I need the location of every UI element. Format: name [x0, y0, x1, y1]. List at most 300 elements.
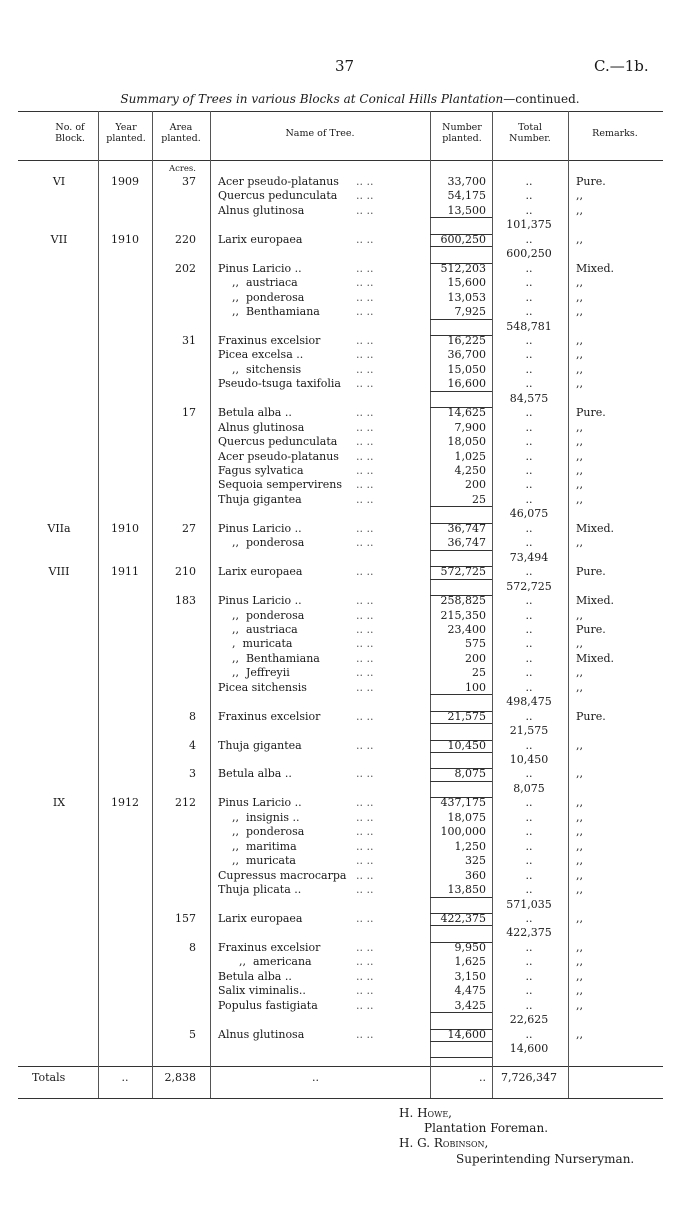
subtotal-rule: [430, 217, 492, 218]
number-planted: 16,225: [447, 333, 486, 347]
remark: Pure.: [576, 175, 606, 188]
leader-dots: .. ..: [356, 478, 374, 492]
remark: ,,: [576, 464, 583, 477]
area-planted: 183: [175, 594, 196, 608]
leader-dots: .. ..: [356, 984, 374, 998]
tree-name: Betula alba ..: [218, 406, 292, 420]
leader-dots: .. ..: [356, 868, 374, 882]
year-planted: 1909: [111, 175, 139, 188]
tree-name: Fraxinus excelsior: [218, 940, 321, 954]
remark: ,,: [576, 984, 583, 998]
remark: ,,: [576, 203, 583, 217]
tree-name: Pinus Laricio ..: [218, 521, 302, 535]
tree-name: Sequoia sempervirens: [218, 478, 342, 492]
remark: ,,: [576, 189, 583, 203]
total-placeholder: ..: [525, 955, 533, 969]
tree-name: Quercus pedunculata: [218, 189, 338, 203]
number-planted: 572,725: [440, 565, 486, 579]
leader-dots: .. ..: [356, 969, 374, 983]
col-divider: [492, 111, 493, 1098]
subtotal: 10,450: [509, 753, 549, 766]
table-top-rule: [18, 111, 663, 112]
number-planted: 16,600: [447, 377, 486, 391]
subtotal: 548,781: [506, 319, 552, 333]
remark: ,,: [576, 478, 583, 492]
tree-name: ,, maritima: [218, 839, 297, 853]
title-main: Summary of Trees in various Blocks at Conical Hills Plantation: [120, 92, 504, 106]
year-planted: 1910: [111, 521, 139, 535]
subtotal: 21,575: [509, 724, 549, 738]
leader-dots: .. ..: [356, 232, 374, 246]
total-placeholder: ..: [525, 362, 533, 376]
leader-dots: .. ..: [356, 362, 374, 376]
total-placeholder: ..: [525, 232, 533, 246]
subtotal-rule: [430, 1057, 492, 1058]
block-number: IX: [52, 796, 66, 810]
tree-name: Betula alba ..: [218, 969, 292, 983]
leader-dots: .. ..: [356, 796, 374, 810]
number-planted: 15,050: [447, 362, 486, 376]
subtotal-rule: [430, 1041, 492, 1042]
totals-top-rule: [18, 1066, 663, 1067]
total-placeholder: ..: [525, 868, 533, 882]
remark: ,,: [576, 796, 583, 810]
area-planted: 212: [175, 796, 196, 810]
subtotal-rule: [430, 319, 492, 320]
leader-dots: .. ..: [356, 651, 374, 665]
totals-name: ..: [312, 1071, 319, 1084]
tree-name: ,, austriaca: [218, 276, 298, 290]
tree-name: ,, ponderosa: [218, 608, 305, 622]
number-planted: 325: [465, 854, 486, 868]
block-number: VII: [50, 232, 68, 246]
total-placeholder: ..: [525, 464, 533, 477]
leader-dots: .. ..: [356, 767, 374, 781]
tree-name: Thuja plicata ..: [218, 883, 302, 897]
tree-name: ,, ponderosa: [218, 536, 305, 550]
area-planted: 31: [182, 333, 196, 347]
total-placeholder: ..: [525, 492, 533, 506]
number-planted: 13,850: [447, 883, 486, 897]
leader-dots: .. ..: [356, 1027, 374, 1041]
remark: ,,: [576, 420, 583, 434]
subtotal: 600,250: [506, 247, 552, 261]
number-planted: 10,450: [447, 738, 486, 752]
area-planted: 4: [189, 738, 196, 752]
remark: ,,: [576, 333, 583, 347]
tree-name: Larix europaea: [218, 565, 303, 579]
leader-dots: .. ..: [356, 536, 374, 550]
number-planted: 18,050: [447, 435, 486, 449]
area-planted: 27: [182, 521, 196, 535]
tree-name: Quercus pedunculata: [218, 435, 338, 449]
tree-name: Betula alba ..: [218, 767, 292, 781]
total-placeholder: ..: [525, 175, 533, 188]
total-placeholder: ..: [525, 651, 533, 665]
tree-name: ,, Benthamiana: [218, 305, 320, 319]
total-placeholder: ..: [525, 767, 533, 781]
total-placeholder: ..: [525, 738, 533, 752]
total-placeholder: ..: [525, 478, 533, 492]
block-number: VIIa: [47, 521, 71, 535]
tree-name: Picea sitchensis: [218, 680, 307, 694]
subtotal-rule: [430, 579, 492, 580]
table-bottom-rule: [18, 1098, 663, 1099]
header-area: Area planted.: [161, 122, 201, 144]
tree-name: Larix europaea: [218, 232, 303, 246]
total-placeholder: ..: [525, 608, 533, 622]
subtotal-rule: [430, 391, 492, 392]
number-planted: 14,600: [447, 1027, 486, 1041]
number-planted: 437,175: [440, 796, 486, 810]
page-number: 37: [335, 57, 355, 75]
remark: Pure.: [576, 565, 606, 579]
tree-name: ,, sitchensis: [218, 362, 302, 376]
leader-dots: .. ..: [356, 290, 374, 304]
total-placeholder: ..: [525, 984, 533, 998]
total-placeholder: ..: [525, 666, 533, 680]
leader-dots: .. ..: [356, 883, 374, 897]
remark: ,,: [576, 839, 583, 853]
tree-name: ,, Jeffreyii: [218, 666, 290, 680]
leader-dots: .. ..: [356, 608, 374, 622]
number-planted: 258,825: [440, 594, 486, 608]
subtotal: 101,375: [506, 218, 552, 232]
tree-name: Salix viminalis..: [218, 984, 306, 998]
leader-dots: .. ..: [356, 175, 374, 188]
leader-dots: .. ..: [356, 622, 374, 636]
subtotal-rule: [430, 1012, 492, 1013]
number-planted: 21,575: [447, 709, 486, 723]
tree-name: Pinus Laricio ..: [218, 261, 302, 275]
number-planted: 1,625: [454, 955, 486, 969]
number-planted: 54,175: [447, 189, 486, 203]
totals-area: 2,838: [164, 1071, 196, 1084]
number-planted: 1,250: [454, 839, 486, 853]
subtotal: 498,475: [506, 695, 552, 709]
area-planted: 17: [182, 406, 196, 420]
number-planted: 215,350: [440, 608, 486, 622]
year-planted: 1910: [111, 232, 139, 246]
tree-name: Fraxinus excelsior: [218, 709, 321, 723]
total-placeholder: ..: [525, 854, 533, 868]
number-planted: 600,250: [440, 232, 486, 246]
subtotal: 22,625: [509, 1013, 549, 1027]
remark: ,,: [576, 666, 583, 680]
area-planted: 5: [189, 1027, 196, 1041]
remark: ,,: [576, 810, 583, 824]
subtotal-rule: [430, 550, 492, 551]
subtotal: 422,375: [506, 926, 552, 940]
total-placeholder: ..: [525, 435, 533, 449]
title-suffix: —continued.: [503, 92, 580, 106]
number-planted: 18,075: [447, 810, 486, 824]
subtotal: 8,075: [513, 781, 545, 795]
leader-dots: .. ..: [356, 492, 374, 506]
subtotal-rule: [430, 694, 492, 695]
year-planted: 1911: [111, 565, 139, 579]
header-bottom-rule: [18, 160, 663, 161]
leader-dots: .. ..: [356, 333, 374, 347]
leader-dots: .. ..: [356, 680, 374, 694]
tree-name: ,, americana: [218, 955, 312, 969]
remark: Mixed.: [576, 521, 615, 535]
leader-dots: .. ..: [356, 854, 374, 868]
leader-dots: .. ..: [356, 261, 374, 275]
number-planted: 4,250: [454, 464, 486, 477]
leader-dots: .. ..: [356, 955, 374, 969]
total-placeholder: ..: [525, 189, 533, 203]
remark: ,,: [576, 868, 583, 882]
leader-dots: .. ..: [356, 189, 374, 203]
signature-title: Superintending Nurseryman.: [456, 1152, 635, 1166]
subtotal-rule: [430, 752, 492, 753]
area-planted: 210: [175, 565, 196, 579]
number-planted: 200: [465, 478, 486, 492]
remark: ,,: [576, 305, 583, 319]
number-planted: 13,500: [447, 203, 486, 217]
page-title: [0, 92, 700, 106]
number-planted: 1,025: [454, 449, 486, 463]
total-placeholder: ..: [525, 203, 533, 217]
remark: ,,: [576, 998, 583, 1012]
leader-dots: .. ..: [356, 998, 374, 1012]
remark: Pure.: [576, 709, 606, 723]
number-planted: 512,203: [440, 261, 486, 275]
total-placeholder: ..: [525, 622, 533, 636]
tree-name: Pinus Laricio ..: [218, 796, 302, 810]
area-unit: Acres.: [168, 164, 196, 174]
number-planted: 25: [472, 666, 486, 680]
tree-name: ,, austriaca: [218, 622, 298, 636]
total-placeholder: ..: [525, 911, 533, 925]
area-planted: 8: [189, 940, 196, 954]
leader-dots: .. ..: [356, 565, 374, 579]
remark: ,,: [576, 854, 583, 868]
total-placeholder: ..: [525, 420, 533, 434]
leader-dots: .. ..: [356, 594, 374, 608]
number-planted: 100,000: [440, 825, 486, 839]
header-year: Year planted.: [106, 122, 146, 144]
tree-name: Populus fastigiata: [218, 998, 318, 1012]
number-planted: 360: [465, 868, 486, 882]
subtotal: 572,725: [506, 579, 552, 593]
number-planted: 4,475: [454, 984, 486, 998]
remark: Pure.: [576, 406, 606, 420]
leader-dots: .. ..: [356, 637, 374, 651]
remark: ,,: [576, 969, 583, 983]
totals-grand-total: 7,726,347: [501, 1071, 557, 1084]
total-placeholder: ..: [525, 305, 533, 319]
remark: ,,: [576, 767, 583, 781]
number-planted: 23,400: [447, 622, 486, 636]
leader-dots: .. ..: [356, 464, 374, 477]
number-planted: 3,150: [454, 969, 486, 983]
year-planted: 1912: [111, 796, 139, 810]
remark: ,,: [576, 825, 583, 839]
leader-dots: .. ..: [356, 276, 374, 290]
total-placeholder: ..: [525, 810, 533, 824]
header-block: No. of Block.: [55, 122, 85, 144]
leader-dots: .. ..: [356, 305, 374, 319]
total-placeholder: ..: [525, 276, 533, 290]
tree-name: Alnus glutinosa: [218, 420, 305, 434]
subtotal-rule: [430, 897, 492, 898]
leader-dots: .. ..: [356, 738, 374, 752]
area-planted: 8: [189, 709, 196, 723]
block-number: VI: [52, 175, 66, 188]
remark: ,,: [576, 1027, 583, 1041]
remark: ,,: [576, 276, 583, 290]
total-placeholder: ..: [525, 839, 533, 853]
remark: ,,: [576, 435, 583, 449]
number-planted: 7,900: [454, 420, 486, 434]
header-name: Name of Tree.: [285, 128, 355, 139]
remark: Mixed.: [576, 594, 615, 608]
leader-dots: .. ..: [356, 940, 374, 954]
number-planted: 36,747: [447, 521, 486, 535]
total-placeholder: ..: [525, 536, 533, 550]
leader-dots: .. ..: [356, 348, 374, 362]
document-reference: C.—1b.: [594, 57, 649, 75]
total-placeholder: ..: [525, 594, 533, 608]
tree-name: Thuja gigantea: [218, 738, 302, 752]
header-total: Total Number.: [509, 122, 551, 144]
total-placeholder: ..: [525, 565, 533, 579]
tree-name: Thuja gigantea: [218, 492, 302, 506]
remark: ,,: [576, 348, 583, 362]
remark: ,,: [576, 492, 583, 506]
remark: Mixed.: [576, 651, 615, 665]
tree-name: ,, insignis ..: [218, 810, 300, 824]
remark: Mixed.: [576, 261, 615, 275]
tree-name: Alnus glutinosa: [218, 203, 305, 217]
tree-name: Pseudo-tsuga taxifolia: [218, 377, 341, 391]
tree-name: Acer pseudo-platanus: [218, 449, 339, 463]
number-planted: 8,075: [454, 767, 486, 781]
leader-dots: .. ..: [356, 825, 374, 839]
subtotal: 73,494: [509, 550, 549, 564]
signature-name: H. Howe,: [399, 1106, 452, 1120]
totals-label: Totals: [32, 1071, 66, 1084]
subtotal-rule: [430, 246, 492, 247]
tree-name: ,, ponderosa: [218, 290, 305, 304]
subtotal-rule: [430, 723, 492, 724]
area-planted: 3: [189, 767, 196, 781]
total-placeholder: ..: [525, 290, 533, 304]
total-placeholder: ..: [525, 261, 533, 275]
total-placeholder: ..: [525, 883, 533, 897]
remark: ,,: [576, 680, 583, 694]
number-planted: 36,747: [447, 536, 486, 550]
area-planted: 37: [182, 175, 196, 188]
total-placeholder: ..: [525, 333, 533, 347]
number-planted: 13,053: [447, 290, 486, 304]
total-placeholder: ..: [525, 998, 533, 1012]
total-placeholder: ..: [525, 637, 533, 651]
leader-dots: .. ..: [356, 521, 374, 535]
total-placeholder: ..: [525, 406, 533, 420]
subtotal-rule: [430, 506, 492, 507]
number-planted: 14,625: [447, 406, 486, 420]
subtotal: 14,600: [509, 1042, 549, 1055]
remark: ,,: [576, 883, 583, 897]
tree-name: Acer pseudo-platanus: [218, 175, 339, 188]
tree-name: ,, muricata: [218, 854, 296, 868]
tree-name: Cupressus macrocarpa: [218, 868, 347, 882]
tree-name: Picea excelsa ..: [218, 348, 304, 362]
number-planted: 200: [465, 651, 486, 665]
leader-dots: .. ..: [356, 810, 374, 824]
remark: ,,: [576, 290, 583, 304]
remark: ,,: [576, 940, 583, 954]
number-planted: 422,375: [440, 911, 486, 925]
total-placeholder: ..: [525, 377, 533, 391]
remark: ,,: [576, 955, 583, 969]
total-placeholder: ..: [525, 796, 533, 810]
number-planted: 7,925: [454, 305, 486, 319]
leader-dots: .. ..: [356, 449, 374, 463]
number-planted: 9,950: [454, 940, 486, 954]
subtotal: 571,035: [506, 897, 552, 911]
number-planted: 36,700: [447, 348, 486, 362]
leader-dots: .. ..: [356, 709, 374, 723]
area-planted: 220: [175, 232, 196, 246]
leader-dots: .. ..: [356, 377, 374, 391]
total-placeholder: ..: [525, 521, 533, 535]
subtotal: 84,575: [509, 391, 549, 405]
total-placeholder: ..: [525, 709, 533, 723]
signature-name: H. G. Robinson,: [399, 1136, 489, 1150]
col-divider: [210, 111, 211, 1098]
leader-dots: .. ..: [356, 911, 374, 925]
total-placeholder: ..: [525, 680, 533, 694]
number-planted: 3,425: [454, 998, 486, 1012]
total-placeholder: ..: [525, 449, 533, 463]
tree-name: ,, ponderosa: [218, 825, 305, 839]
col-divider: [98, 111, 99, 1098]
totals-number: ..: [479, 1071, 486, 1084]
number-planted: 100: [465, 680, 486, 694]
subtotal-rule: [430, 925, 492, 926]
tree-name: , muricata: [218, 637, 293, 651]
totals-year: ..: [121, 1071, 129, 1084]
tree-name: ,, Benthamiana: [218, 651, 320, 665]
header-number: Number planted.: [442, 122, 482, 144]
total-placeholder: ..: [525, 940, 533, 954]
tree-name: Fagus sylvatica: [218, 464, 304, 477]
remark: ,,: [576, 232, 583, 246]
remark: ,,: [576, 449, 583, 463]
tree-name: Larix europaea: [218, 911, 303, 925]
total-placeholder: ..: [525, 969, 533, 983]
area-planted: 157: [175, 911, 196, 925]
block-number: VIII: [48, 565, 70, 579]
total-placeholder: ..: [525, 1027, 533, 1041]
remark: ,,: [576, 637, 583, 651]
leader-dots: .. ..: [356, 406, 374, 420]
leader-dots: .. ..: [356, 839, 374, 853]
remark: ,,: [576, 608, 583, 622]
tree-name: Fraxinus excelsior: [218, 333, 321, 347]
remark: ,,: [576, 536, 583, 550]
remark: ,,: [576, 738, 583, 752]
number-planted: 33,700: [447, 175, 486, 188]
tree-name: Alnus glutinosa: [218, 1027, 305, 1041]
col-divider: [568, 111, 569, 1098]
leader-dots: .. ..: [356, 666, 374, 680]
total-placeholder: ..: [525, 825, 533, 839]
